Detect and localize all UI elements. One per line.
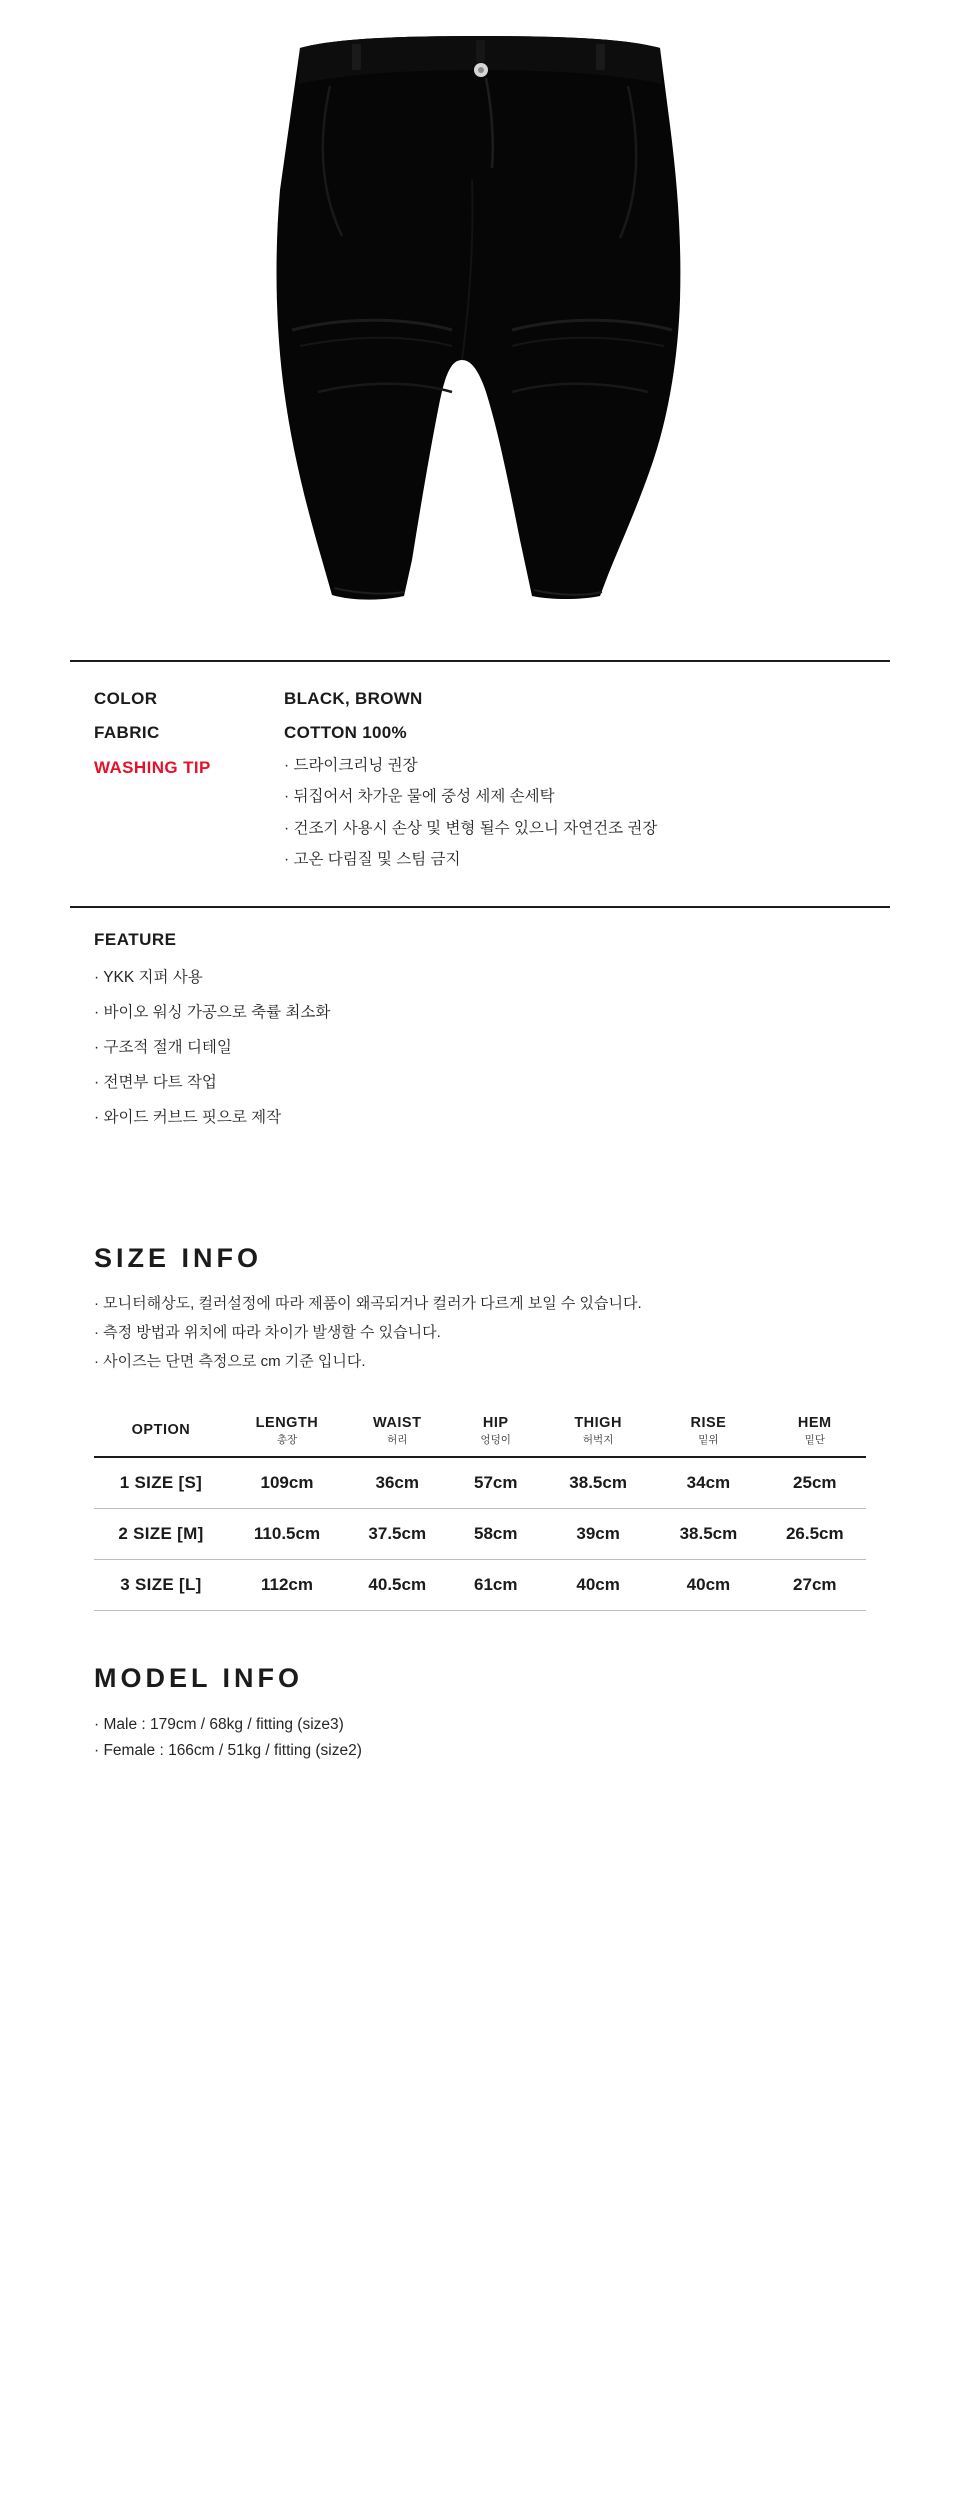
size-table-head — [94, 1414, 866, 1457]
size-table-header-waist — [346, 1414, 448, 1457]
washing-tip-item: · 뒤집어서 차가운 물에 중성 세제 손세탁 — [284, 788, 555, 806]
size-info-title: SIZE INFO — [94, 1242, 263, 1273]
header-main: LENGTH — [255, 1414, 319, 1431]
header-main: WAIST — [373, 1414, 422, 1431]
size-cell-option: 2 SIZE [M] — [94, 1508, 228, 1559]
size-cell-hip: 57cm — [448, 1457, 543, 1509]
washing-tip-item: · 드라이크리닝 권장 — [284, 757, 418, 774]
size-cell-hip: 61cm — [448, 1559, 543, 1610]
size-cell-rise: 40cm — [653, 1559, 763, 1610]
size-cell-thigh: 40cm — [543, 1559, 653, 1610]
table-row — [94, 1559, 866, 1610]
size-table-header-hip — [448, 1414, 543, 1457]
size-table-wrap — [70, 1414, 890, 1611]
table-row — [94, 1508, 866, 1559]
size-cell-option: 3 SIZE [L] — [94, 1559, 228, 1610]
size-cell-length: 109cm — [228, 1457, 346, 1509]
size-table-header-option — [94, 1414, 228, 1457]
model-info-item: · Male : 179cm / 68kg / fitting (size3) — [94, 1715, 344, 1733]
size-cell-length: 112cm — [228, 1559, 346, 1610]
detail-row-color — [94, 686, 890, 712]
header-sub: 총장 — [276, 1433, 298, 1446]
size-cell-waist: 36cm — [346, 1457, 448, 1509]
washing-tip-item: · 건조기 사용시 손상 및 변형 될수 있으니 자연건조 권장 — [284, 819, 658, 837]
size-cell-hem: 25cm — [764, 1457, 866, 1509]
size-cell-waist: 37.5cm — [346, 1508, 448, 1559]
size-table-header-row — [94, 1414, 866, 1457]
size-table-header-thigh — [543, 1414, 653, 1457]
size-cell-option: 1 SIZE [S] — [94, 1457, 228, 1509]
feature-item: · YKK 지퍼 사용 — [94, 968, 203, 986]
feature-item: · 구조적 절개 디테일 — [94, 1038, 232, 1056]
model-info-title: MODEL INFO — [94, 1662, 304, 1693]
detail-label-washing-tip: WASHING TIP — [94, 758, 211, 777]
detail-value-color: BLACK, BROWN — [284, 689, 423, 708]
product-image — [0, 0, 960, 660]
header-main: HIP — [482, 1414, 509, 1431]
size-cell-rise: 34cm — [653, 1457, 763, 1509]
size-table-body — [94, 1457, 866, 1611]
header-main: HEM — [797, 1414, 832, 1431]
feature-item: · 전면부 다트 작업 — [94, 1073, 217, 1091]
size-table-header-hem — [764, 1414, 866, 1457]
size-info-section — [70, 1151, 890, 1374]
size-cell-hem: 27cm — [764, 1559, 866, 1610]
size-cell-thigh: 38.5cm — [543, 1457, 653, 1509]
header-main: THIGH — [574, 1414, 622, 1431]
pants-illustration — [0, 0, 960, 660]
header-sub: 밑단 — [804, 1433, 825, 1446]
detail-row-fabric — [94, 720, 890, 746]
model-info-item: · Female : 166cm / 51kg / fitting (size2) — [94, 1742, 362, 1760]
size-cell-length: 110.5cm — [228, 1508, 346, 1559]
size-cell-hip: 58cm — [448, 1508, 543, 1559]
header-sub: 허벅지 — [582, 1433, 614, 1446]
header-sub: 허리 — [387, 1433, 408, 1446]
washing-tip-list — [284, 755, 657, 872]
size-cell-hem: 26.5cm — [764, 1508, 866, 1559]
feature-item: · 와이드 커브드 핏으로 제작 — [94, 1108, 282, 1126]
product-details-section — [70, 660, 890, 906]
feature-item: · 바이오 워싱 가공으로 축률 최소화 — [94, 1003, 331, 1021]
size-info-note: · 모니터해상도, 컬러설정에 따라 제품이 왜곡되거나 컬러가 다르게 보일 수 있습니다. — [94, 1294, 642, 1312]
header-main: RISE — [690, 1414, 727, 1431]
header-sub: 밑위 — [698, 1433, 719, 1446]
size-table-header-length — [228, 1414, 346, 1457]
size-info-note: · 사이즈는 단면 측정으로 cm 기준 입니다. — [94, 1352, 366, 1370]
size-table — [94, 1414, 866, 1611]
detail-row-washing — [94, 755, 890, 872]
detail-label-color: COLOR — [94, 689, 158, 708]
header-main: OPTION — [131, 1422, 191, 1439]
size-cell-rise: 38.5cm — [653, 1508, 763, 1559]
header-sub: 엉덩이 — [480, 1433, 511, 1446]
size-info-note: · 측정 방법과 위치에 따라 차이가 발생할 수 있습니다. — [94, 1323, 441, 1341]
washing-tip-item: · 고온 다림질 및 스팀 금지 — [284, 851, 461, 869]
size-table-header-rise — [653, 1414, 763, 1457]
feature-title: FEATURE — [94, 929, 177, 949]
table-row — [94, 1457, 866, 1509]
feature-section — [70, 906, 890, 1151]
detail-value-fabric: COTTON 100% — [284, 722, 407, 742]
size-cell-thigh: 39cm — [543, 1508, 653, 1559]
model-info-section — [70, 1611, 890, 1805]
detail-label-fabric: FABRIC — [94, 722, 160, 742]
size-cell-waist: 40.5cm — [346, 1559, 448, 1610]
